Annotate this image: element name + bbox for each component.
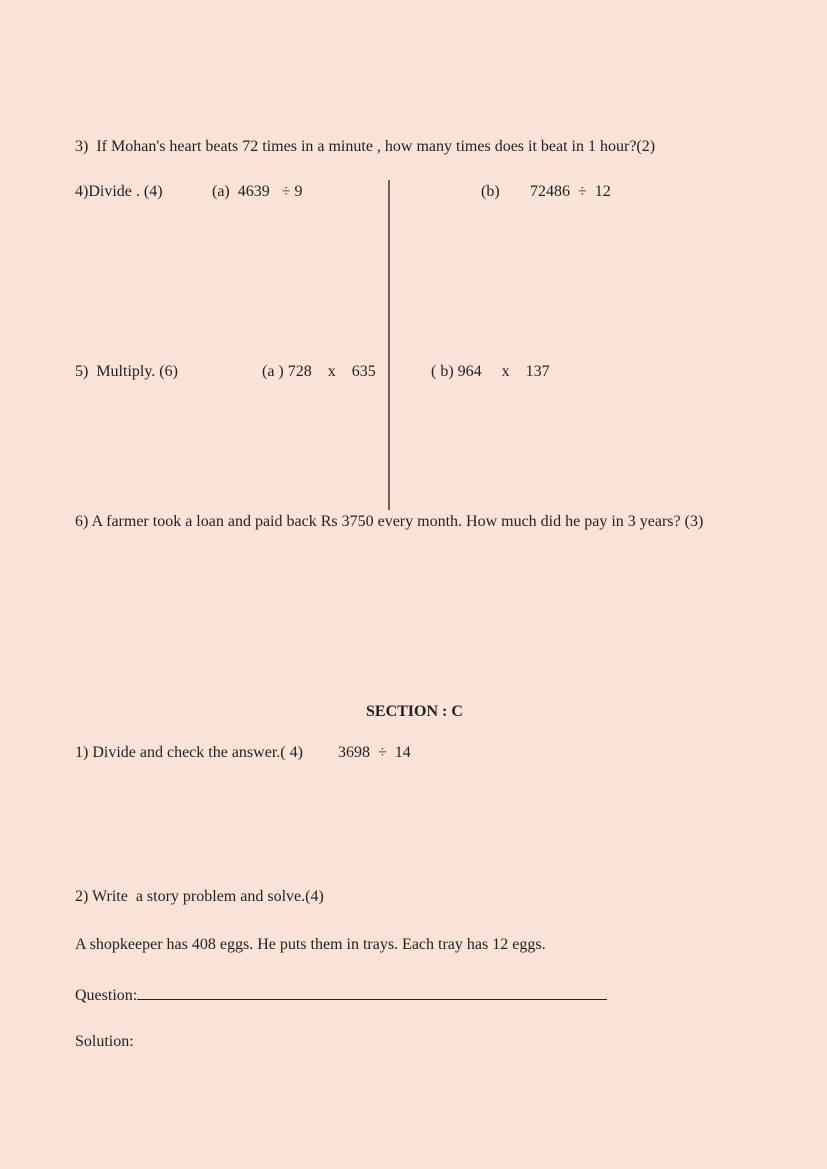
question-5b: ( b) 964 x 137: [431, 363, 550, 380]
section-c-q1-label: 1) Divide and check the answer.( 4): [75, 744, 303, 761]
section-c-q1-expr: 3698 ÷ 14: [338, 744, 411, 761]
question-6: 6) A farmer took a loan and paid back Rs 3750 every month. How much did he pay in 3 years? (3): [75, 513, 704, 530]
question-label: Question:: [75, 987, 138, 1004]
question-4b-label: (b): [481, 183, 500, 200]
section-c-title: SECTION : C: [366, 703, 463, 720]
question-line: [75, 985, 607, 1006]
question-4b: 72486 ÷ 12: [530, 183, 611, 200]
solution-label: Solution:: [75, 1033, 134, 1050]
story-text: A shopkeeper has 408 eggs. He puts them in trays. Each tray has 12 eggs.: [75, 936, 546, 953]
question-4a: (a) 4639 ÷ 9: [212, 183, 303, 200]
column-divider: [388, 180, 390, 510]
answer-blank[interactable]: [137, 985, 607, 1000]
section-c-q2: 2) Write a story problem and solve.(4): [75, 888, 324, 905]
question-5a: (a ) 728 x 635: [262, 363, 376, 380]
question-3: 3) If Mohan's heart beats 72 times in a minute , how many times does it beat in 1 hour?(2): [75, 138, 656, 155]
question-5-label: 5) Multiply. (6): [75, 363, 178, 380]
question-4-label: 4)Divide . (4): [75, 183, 163, 200]
